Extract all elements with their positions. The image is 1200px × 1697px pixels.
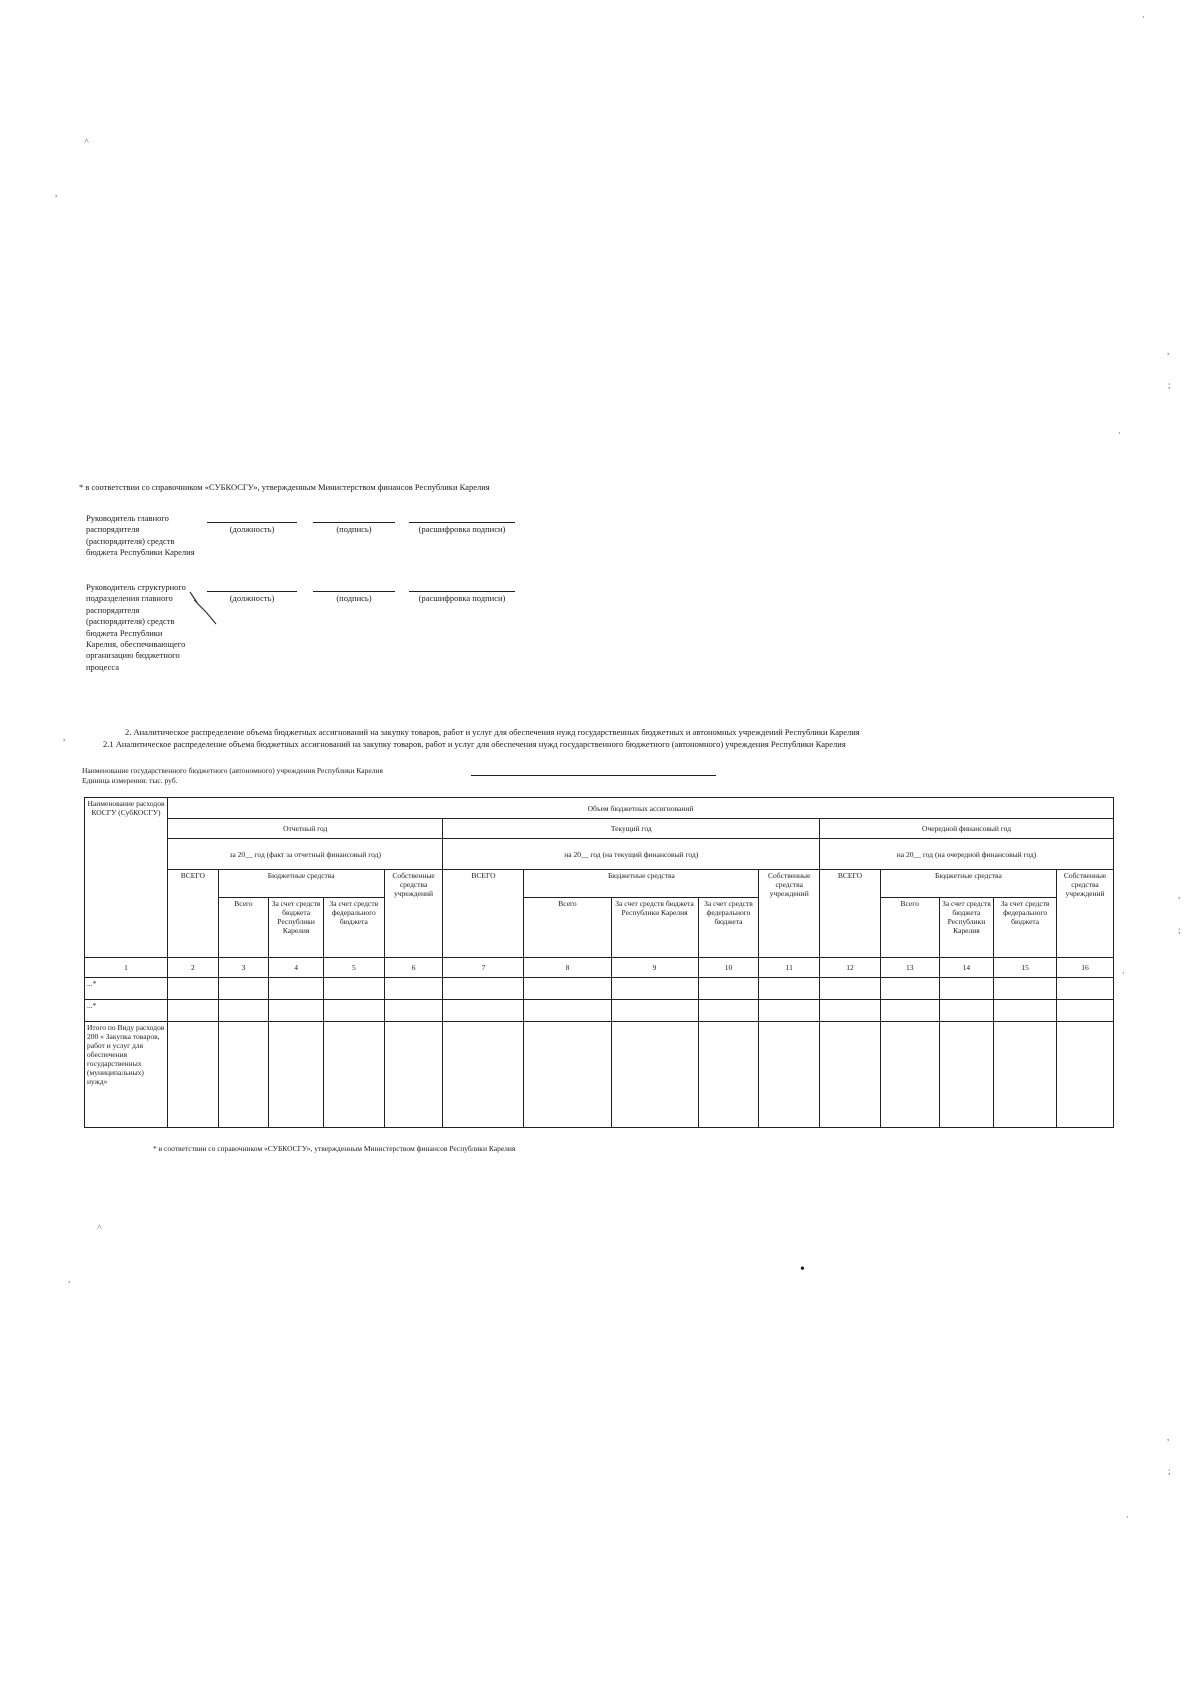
decoding-line [409, 522, 515, 523]
table-cell[interactable] [1057, 1000, 1114, 1022]
column-number: 1 [85, 958, 168, 978]
table-cell[interactable] [384, 1022, 443, 1128]
table-cell[interactable] [323, 1000, 384, 1022]
table-cell[interactable] [524, 1000, 611, 1022]
table-cell[interactable] [994, 978, 1057, 1000]
subheader-reporting-year: за 20__ год (факт за отчетный финансовый год) [168, 839, 443, 870]
scan-speck: , [63, 732, 66, 742]
header-next-year: Очередной финансовый год [820, 819, 1114, 839]
table-row [85, 978, 1114, 1000]
scan-speck: , [68, 1274, 71, 1284]
column-number: 16 [1057, 958, 1114, 978]
table-cell[interactable] [218, 978, 269, 1000]
column-number: 7 [443, 958, 524, 978]
section-2-1-heading: 2.1 Аналитическое распределение объема бюджетных ассигнований на закупку товаров, работ и услуг для обеспечения нужд государственного бюджетного (автономного) учреждения Республики Карелия [103, 739, 846, 749]
table-cell[interactable] [880, 978, 939, 1000]
signature-label-head: Руководитель главного распорядителя (распорядителя) средств бюджета Республики Карелия [86, 513, 195, 558]
header-total: ВСЕГО [820, 870, 881, 958]
footnote-top: * в соответствии со справочником «СУБКОСГУ», утвержденным Министерством финансов Республики Карелия [79, 482, 490, 492]
table-cell[interactable] [939, 978, 994, 1000]
scan-speck: , [55, 188, 58, 198]
table-cell[interactable] [168, 1022, 219, 1128]
decoding-line [409, 591, 515, 592]
scan-speck: · [1122, 968, 1125, 978]
column-number: 6 [384, 958, 443, 978]
table-cell[interactable] [218, 1000, 269, 1022]
column-number: 11 [759, 958, 820, 978]
signature-caption: (подпись) [336, 524, 372, 534]
decoding-caption: (расшифровка подписи) [418, 524, 506, 534]
table-cell[interactable] [698, 1000, 759, 1022]
table-cell[interactable] [443, 1022, 524, 1128]
subheader-current-year: на 20__ год (на текущий финансовый год) [443, 839, 820, 870]
table-cell[interactable] [524, 1022, 611, 1128]
scan-speck: ˄ [84, 136, 90, 146]
column-number: 12 [820, 958, 881, 978]
scan-speck: , [1167, 1432, 1170, 1442]
table-cell[interactable] [269, 1000, 324, 1022]
column-number: 4 [269, 958, 324, 978]
table-cell[interactable] [820, 978, 881, 1000]
table-row [85, 1000, 1114, 1022]
column-number: 13 [880, 958, 939, 978]
table-cell[interactable] [994, 1022, 1057, 1128]
scan-speck: · [1118, 428, 1121, 438]
row-name: Итого по Виду расходов 200 « Закупка товаров, работ и услуг для обеспечения государственных (муниципальных) нужд» [85, 1022, 168, 1128]
scan-speck: ; [1168, 1466, 1171, 1476]
table-cell[interactable] [939, 1022, 994, 1128]
table-cell[interactable] [759, 1022, 820, 1128]
header-federal-budget: За счет средств федерального бюджета [323, 898, 384, 958]
table-cell[interactable] [323, 1022, 384, 1128]
position-caption: (должность) [229, 524, 275, 534]
allocation-table [84, 797, 1114, 1128]
header-republic-budget: За счет средств бюджета Республики Карелия [269, 898, 324, 958]
scan-speck: · [1126, 1512, 1129, 1522]
table-cell[interactable] [168, 1000, 219, 1022]
scan-speck: , [1178, 890, 1181, 900]
header-volume: Объем бюджетных ассигнований [168, 798, 1114, 819]
header-federal-budget: За счет средств федерального бюджета [698, 898, 759, 958]
table-cell[interactable] [880, 1022, 939, 1128]
table-cell[interactable] [269, 978, 324, 1000]
table-cell[interactable] [1057, 1022, 1114, 1128]
row-name: ...* [85, 1000, 168, 1022]
subheader-next-year: на 20__ год (на очередной финансовый год) [820, 839, 1114, 870]
table-cell[interactable] [443, 1000, 524, 1022]
column-number: 14 [939, 958, 994, 978]
header-current-year: Текущий год [443, 819, 820, 839]
column-number: 10 [698, 958, 759, 978]
handwritten-mark [186, 588, 222, 628]
signature-line [313, 522, 395, 523]
footnote-bottom: * в соответствии со справочником «СУБКОСГУ», утвержденным Министерством финансов Республики Карелия [153, 1144, 516, 1153]
section-2-heading: 2. Аналитическое распределение объема бюджетных ассигнований на закупку товаров, работ и услуг для обеспечения нужд государственных бюджетных и автономных учреждений Республики Карелия [125, 727, 860, 737]
table-cell[interactable] [759, 1000, 820, 1022]
header-republic-budget: За счет средств бюджета Республики Карелия [939, 898, 994, 958]
table-cell[interactable] [1057, 978, 1114, 1000]
table-cell[interactable] [759, 978, 820, 1000]
header-kosgu: Наименование расходов КОСГУ (СубКОСГУ) [85, 798, 168, 958]
institution-name-label: Наименование государственного бюджетного (автономного) учреждения Республики Карелия [82, 766, 383, 775]
header-subtotal: Всего [524, 898, 611, 958]
signature-label-structural: Руководитель структурного подразделения главного распорядителя (распорядителя) средств бюджета Республики Карелия, обеспечивающего организацию бюджетного процесса [86, 582, 186, 672]
header-reporting-year: Отчетный год [168, 819, 443, 839]
table-cell[interactable] [524, 978, 611, 1000]
column-number: 15 [994, 958, 1057, 978]
table-cell[interactable] [880, 1000, 939, 1022]
column-number: 9 [611, 958, 698, 978]
header-subtotal: Всего [880, 898, 939, 958]
row-name: ...* [85, 978, 168, 1000]
signature-caption: (подпись) [336, 593, 372, 603]
column-number: 3 [218, 958, 269, 978]
column-number: 2 [168, 958, 219, 978]
header-own-funds: Собственные средства учреждений [1057, 870, 1114, 958]
position-caption: (должность) [229, 593, 275, 603]
table-cell[interactable] [323, 978, 384, 1000]
table-cell[interactable] [384, 978, 443, 1000]
column-number: 5 [323, 958, 384, 978]
institution-name-line[interactable] [471, 775, 716, 776]
header-republic-budget: За счет средств бюджета Республики Карелия [611, 898, 698, 958]
decoding-caption: (расшифровка подписи) [418, 593, 506, 603]
scan-speck: ˄ [97, 1222, 103, 1232]
table-cell[interactable] [168, 978, 219, 1000]
scan-speck: ; [1168, 380, 1171, 390]
column-number: 8 [524, 958, 611, 978]
scan-speck: • [800, 1262, 805, 1277]
signature-line [313, 591, 395, 592]
unit-label: Единица измерения: тыс. руб. [82, 776, 178, 785]
scan-speck: ; [1178, 925, 1181, 935]
table-cell[interactable] [384, 1000, 443, 1022]
header-budget-funds: Бюджетные средства [880, 870, 1056, 898]
header-budget-funds: Бюджетные средства [524, 870, 759, 898]
header-own-funds: Собственные средства учреждений [759, 870, 820, 958]
table-cell[interactable] [218, 1022, 269, 1128]
table-cell[interactable] [443, 978, 524, 1000]
table-cell[interactable] [939, 1000, 994, 1022]
scan-speck: , [1167, 346, 1170, 356]
header-own-funds: Собственные средства учреждений [384, 870, 443, 958]
table-cell[interactable] [611, 1000, 698, 1022]
table-cell[interactable] [820, 1000, 881, 1022]
position-line [207, 522, 297, 523]
table-row-total [85, 1022, 1114, 1128]
header-federal-budget: За счет средств федерального бюджета [994, 898, 1057, 958]
header-total: ВСЕГО [168, 870, 219, 958]
table-cell[interactable] [611, 1022, 698, 1128]
header-budget-funds: Бюджетные средства [218, 870, 384, 898]
table-cell[interactable] [269, 1022, 324, 1128]
header-total: ВСЕГО [443, 870, 524, 958]
table-cell[interactable] [698, 978, 759, 1000]
column-number-row [85, 958, 1114, 978]
scan-speck: · [1142, 12, 1145, 22]
header-subtotal: Всего [218, 898, 269, 958]
table-cell[interactable] [611, 978, 698, 1000]
table-cell[interactable] [820, 1022, 881, 1128]
table-cell[interactable] [994, 1000, 1057, 1022]
table-cell[interactable] [698, 1022, 759, 1128]
